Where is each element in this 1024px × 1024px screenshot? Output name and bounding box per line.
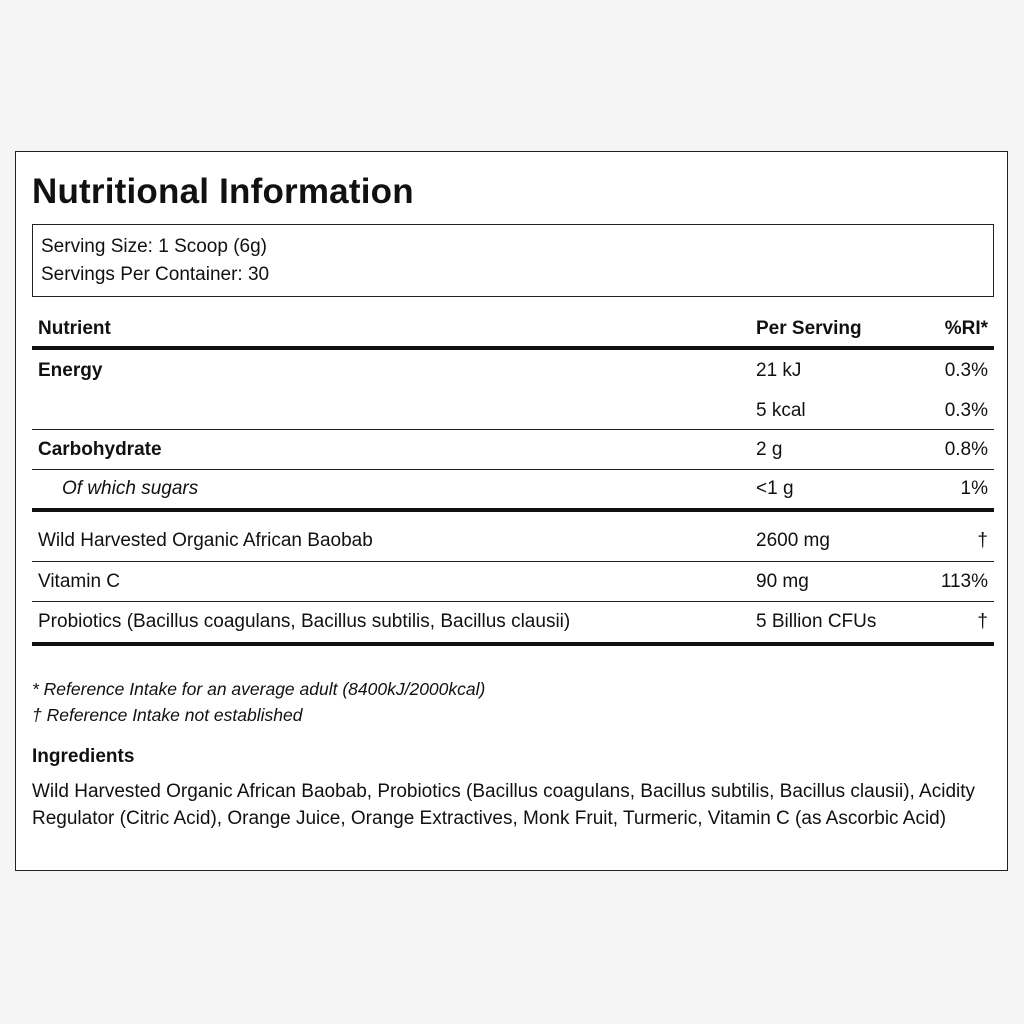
header-ri: %RI* (944, 318, 988, 339)
serving-size: Serving Size: 1 Scoop (6g) (41, 236, 268, 257)
footnotes (32, 676, 485, 728)
nutrient-name: Wild Harvested Organic African Baobab (38, 530, 373, 551)
table-row (32, 470, 994, 512)
per-serving-value: 5 Billion CFUs (756, 611, 877, 632)
nutrient-name: Carbohydrate (38, 438, 162, 460)
ri-value: † (977, 530, 988, 551)
nutrition-panel (15, 151, 1008, 871)
per-serving-value: 90 mg (756, 570, 809, 592)
ri-value: 0.3% (944, 399, 988, 421)
ingredients-list: Wild Harvested Organic African Baobab, Probiotics (Bacillus coagulans, Bacillus subtilis, Bacillus clausii), Acidity Regulator (Citric Acid), Orange Juice, Orange Extractives, Monk Fruit, Turmeric, Vitamin C (as Ascorbic Acid) (32, 781, 976, 829)
per-serving-value: 21 kJ (756, 360, 802, 381)
ri-value: 0.3% (944, 360, 988, 381)
page-title: Nutritional Information (32, 172, 414, 211)
nutrient-name: Probiotics (Bacillus coagulans, Bacillus subtilis, Bacillus clausii) (38, 611, 571, 632)
ingredients-heading: Ingredients (32, 746, 135, 767)
footnote-reference-intake: * Reference Intake for an average adult (8400kJ/2000kcal) (32, 679, 486, 699)
table-row (32, 512, 994, 562)
table-row (32, 430, 994, 470)
nutrition-table (32, 312, 994, 646)
table-row (32, 350, 994, 392)
serving-info-box (32, 224, 994, 297)
table-header-row (32, 312, 994, 350)
servings-per-container: Servings Per Container: 30 (41, 264, 270, 285)
header-per-serving: Per Serving (756, 318, 862, 339)
per-serving-value: <1 g (756, 478, 794, 499)
table-row (32, 602, 994, 646)
per-serving-value: 2600 mg (756, 530, 830, 551)
per-serving-value: 2 g (756, 438, 783, 460)
table-row (32, 562, 994, 602)
ri-value: 0.8% (944, 438, 988, 460)
ri-value: 1% (960, 478, 988, 499)
footnote-not-established: † Reference Intake not established (32, 705, 303, 725)
table-row (32, 392, 994, 430)
ri-value: † (977, 611, 988, 632)
nutrient-name: Energy (38, 360, 103, 381)
header-nutrient: Nutrient (38, 318, 111, 339)
per-serving-value: 5 kcal (756, 399, 806, 421)
ri-value: 113% (940, 570, 988, 592)
nutrient-name: Vitamin C (38, 570, 121, 592)
nutrient-name: Of which sugars (62, 478, 199, 499)
